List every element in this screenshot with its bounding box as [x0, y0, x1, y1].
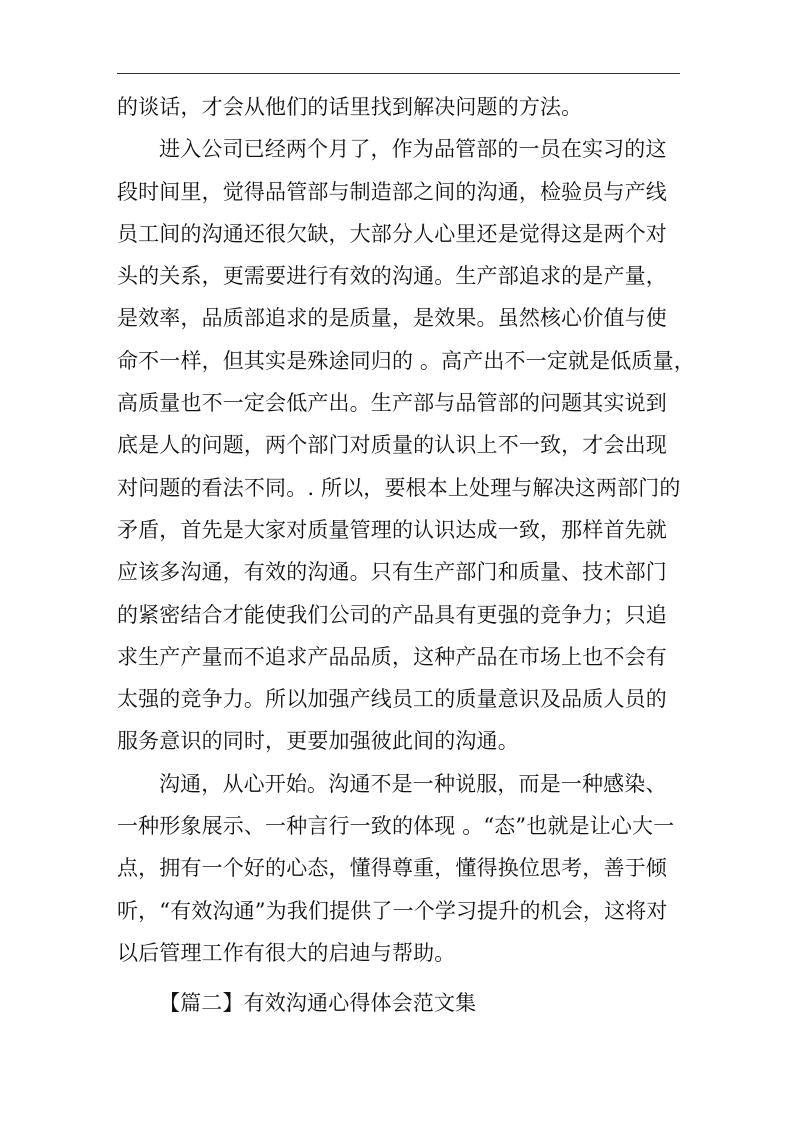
text-line: 服务意识的同时，更要加强彼此间的沟通。	[117, 729, 519, 754]
text-line: 员工间的沟通还很欠缺，大部分人心里还是觉得这是两个对	[117, 221, 667, 246]
text-line: 以后管理工作有很大的启迪与帮助。	[117, 940, 456, 965]
text-line: 命不一样，但其实是殊途同归的 。高产出不一定就是低质量，	[117, 348, 695, 373]
text-line: 点，拥有一个好的心态，懂得尊重，懂得换位思考，善于倾	[117, 856, 667, 881]
text-line: 应该多沟通，有效的沟通。只有生产部门和质量、技术部门	[117, 560, 667, 585]
text-line: 的紧密结合才能使我们公司的产品具有更强的竞争力；只追	[117, 602, 667, 627]
text-line: 对问题的看法不同。. 所以，要根本上处理与解决这两部门的	[117, 475, 681, 500]
body-text	[117, 86, 695, 1025]
text-line: 听，“有效沟通”为我们提供了一个学习提升的机会，这将对	[117, 898, 668, 923]
text-line: 一种形象展示、一种言行一致的体现 。“态”也就是让心大一	[117, 814, 675, 839]
text-line: 是效率，品质部追求的是质量，是效果。虽然核心价值与使	[117, 306, 667, 331]
text-line: 段时间里，觉得品管部与制造部之间的沟通，检验员与产线	[117, 179, 667, 204]
paragraph-start-line: 进入公司已经两个月了，作为品管部的一员在实习的这	[159, 137, 667, 162]
text-line: 矛盾，首先是大家对质量管理的认识达成一致，那样首先就	[117, 517, 667, 542]
paragraph-start-line: 沟通，从心开始。沟通不是一种说服，而是一种感染、	[159, 771, 667, 796]
text-line: 头的关系，更需要进行有效的沟通。生产部追求的是产量，	[117, 264, 667, 289]
section-heading: 【篇二】有效沟通心得体会范文集	[159, 991, 477, 1016]
text-line: 求生产产量而不追求产品品质，这种产品在市场上也不会有	[117, 644, 667, 669]
header-rule	[117, 73, 680, 74]
text-line: 的谈话，才会从他们的话里找到解决问题的方法。	[117, 95, 583, 119]
text-line: 底是人的问题，两个部门对质量的认识上不一致，才会出现	[117, 433, 667, 458]
text-line: 太强的竞争力。所以加强产线员工的质量意识及品质人员的	[117, 687, 667, 712]
text-line: 高质量也不一定会低产出。生产部与品管部的问题其实说到	[117, 391, 667, 416]
